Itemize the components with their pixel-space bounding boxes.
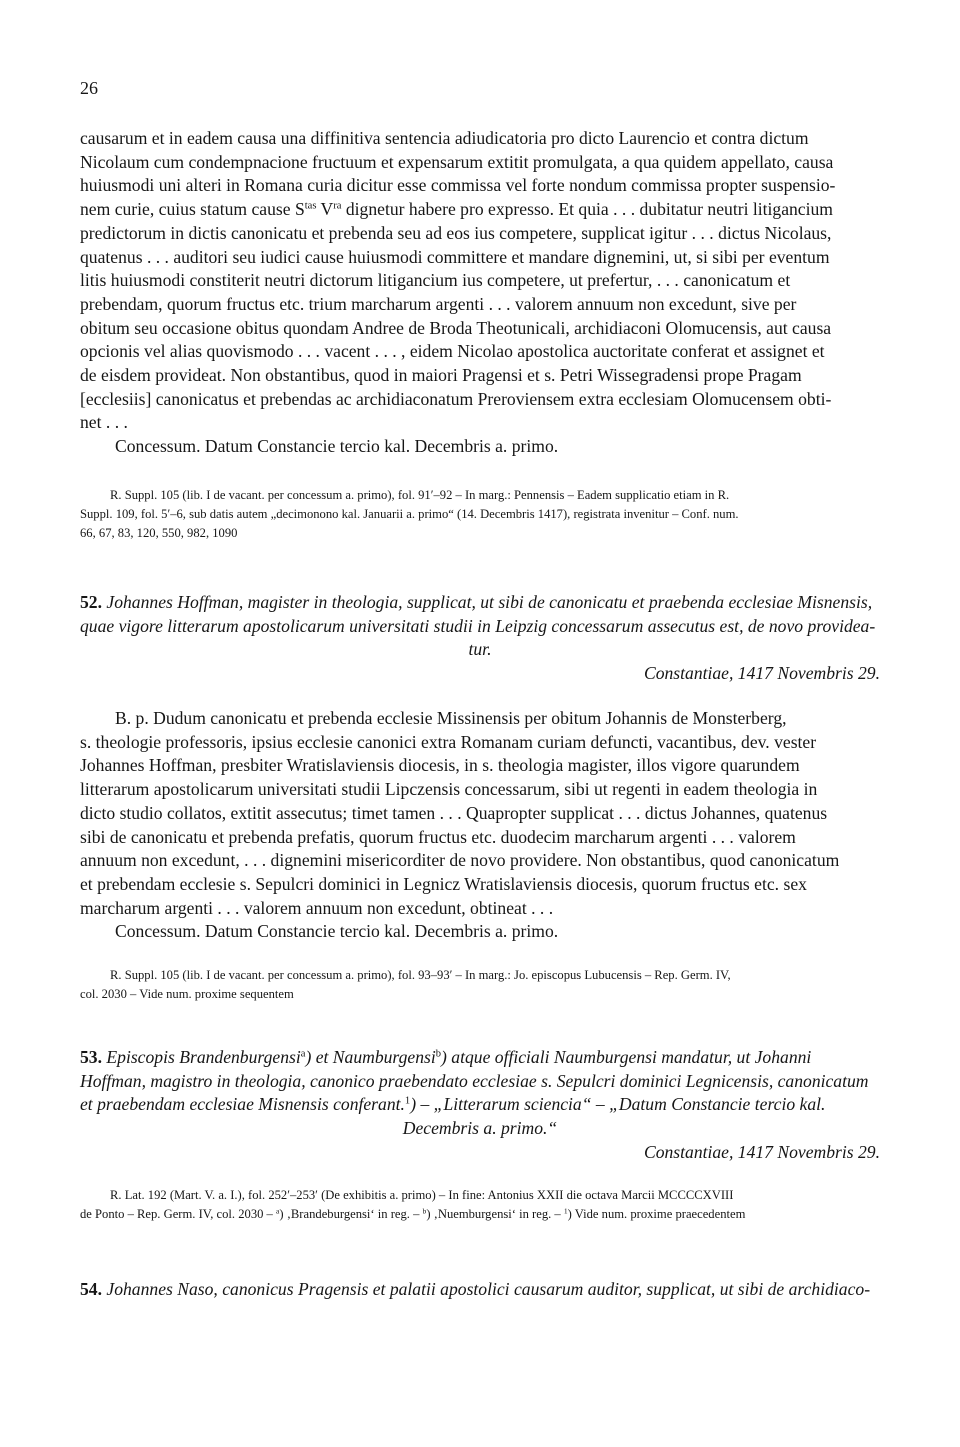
entry-date: Constantiae, 1417 Novembris 29. xyxy=(643,663,880,684)
text-line: de eisdem provideat. Non obstantibus, quod in maiori Pragensi et s. Petri Wissegradensi prope Pragam xyxy=(80,365,802,386)
heading-line: 53. Episcopis Brandenburgensi$^a$) et Naumburgensi$^b$) atque officiali Naumburgensi mandatur, ut Johanni xyxy=(80,1047,812,1067)
archival-note-1 xyxy=(80,486,880,543)
text-line: B. p. Dudum canonicatu et prebenda ecclesie Missinensis per obitum Johannis de Monsterberg, xyxy=(115,708,787,728)
text-line: et prebendam ecclesie s. Sepulcri dominici in Legnicz Wratislaviensis diocesis, quorum fructus etc. sex xyxy=(80,873,807,894)
text-line: Johannes Hoffman, presbiter Wratislaviensis diocesis, in s. theologia magister, illos vigore quarundem xyxy=(80,755,800,776)
text-line: huiusmodi uni alteri in Romana curia dicitur esse commissa vel forte nondum commissa propter suspensio- xyxy=(80,175,836,196)
heading-line: Decembris a. primo.“ xyxy=(402,1118,558,1139)
page-number: 26 xyxy=(80,78,98,98)
text-line: [ecclesiis] canonicatus et prebendas ac archidiaconatum Preroviensem extra ecclesiam Olomucensem obti- xyxy=(80,388,832,409)
text-line: quatenus . . . auditori seu iudici cause huiusmodi committere et mandare dignemini, ut, si sibi per eventum xyxy=(80,246,830,267)
text-line: net . . . xyxy=(80,412,128,433)
entry-54-heading xyxy=(80,1278,880,1302)
entry-number: 52. xyxy=(80,592,102,612)
entry-number: 54. xyxy=(80,1279,102,1299)
note-line: Suppl. 109, fol. 5′–6, sub datis autem „decimonono kal. Januarii a. primo“ (14. Decembris 1417), registrata invenitur – Conf. num. xyxy=(80,507,739,521)
note-line: col. 2030 – Vide num. proxime sequentem xyxy=(80,987,294,1001)
entry-52-heading xyxy=(80,591,880,686)
note-line: de Ponto – Rep. Germ. IV, col. 2030 – $^a$) ‚Brandeburgensi‘ in reg. – $^b$) ‚Nuemburgensi‘ in reg. – $^1$) Vide num. proxime praecedentem xyxy=(80,1206,746,1221)
text-line: Nicolaum cum condempnacione fructuum et expensarum extitit promulgata, a qua quidem appellato, causa xyxy=(80,151,834,172)
heading-line: 54. Johannes Naso, canonicus Pragensis et palatii apostolici causarum auditor, supplicat, ut sibi de archidiaco- xyxy=(80,1279,871,1299)
text-line: nem curie, cuius statum cause $S^{tas}$ $V^{ra}$ dignetur habere pro expresso. Et quia . . . dubitatur neutri litigancium xyxy=(80,199,833,220)
heading-line: quae vigore litterarum apostolicarum universitati studii in Leipzig concessarum assecutus est, de novo providea- xyxy=(80,615,876,636)
text-line: predictorum in dictis canonicatu et prebenda seu ad eos ius competere, supplicat igitur . . . dictus Nicolaus, xyxy=(80,222,832,243)
text-line: annuum non excedunt, . . . dignemini misericorditer de novo providere. Non obstantibus, quod canonicatum xyxy=(80,850,840,871)
note-line: R. Suppl. 105 (lib. I de vacant. per concessum a. primo), fol. 91′–92 – In marg.: Pennensis – Eadem supplicatio etiam in R. xyxy=(110,488,730,502)
text-line: causarum et in eadem causa una diffinitiva sentencia adiudicatoria pro dicto Laurencio et contra dictum xyxy=(80,128,809,148)
text-line: prebendam, quorum fructus etc. trium marcharum argenti . . . valorem annuum non excedunt, sive per xyxy=(80,293,797,314)
text-line: obitum seu occasione obitus quondam Andree de Broda Theotunicali, archidiaconi Olomucensis, aut causa xyxy=(80,317,832,338)
entry-date: Constantiae, 1417 Novembris 29. xyxy=(643,1141,880,1162)
text-line: litterarum apostolicarum universitati studii Lipczensis concessarum, sibi ut regenti in eadem theologia in xyxy=(80,779,818,800)
entry-52-note xyxy=(80,966,880,1004)
text-line: litis huiusmodi constiterit neutri dictorum litigancium ius competere, ut prefertur, . . . canonicatum et xyxy=(80,270,791,291)
text-line: opcionis vel alias quovismodo . . . vacent . . . , eidem Nicolao apostolica auctoritate conferat et assignet et xyxy=(80,341,825,362)
text-line: dicto studio collatos, extitit assecutus; timet tamen . . . Quapropter supplicat . . . dictus Johannes, quatenus xyxy=(80,802,828,823)
concessum-line: Concessum. Datum Constancie tercio kal. Decembris a. primo. xyxy=(115,436,559,457)
heading-line: 52. Johannes Hoffman, magister in theologia, supplicat, ut sibi de canonicatu et praebenda ecclesiae Misnensis, xyxy=(80,592,873,612)
heading-line: Hoffman, magistro in theologia, canonico praebendato ecclesiae s. Sepulcri dominici Legnicensis, canonicatum xyxy=(80,1070,869,1091)
concessum-line: Concessum. Datum Constancie tercio kal. Decembris a. primo. xyxy=(115,921,559,942)
entry-53-heading xyxy=(80,1046,880,1165)
text-line: sibi de canonicatu et prebenda prefatis, quorum fructus etc. duodecim marcharum argenti . . . valorem xyxy=(80,826,796,847)
entry-52-body xyxy=(80,707,880,944)
entry-number: 53. xyxy=(80,1047,102,1067)
text-block-continuation xyxy=(80,127,880,459)
entry-53-note xyxy=(80,1186,880,1224)
text-line: marcharum argenti . . . valorem annuum non excedunt, obtineat . . . xyxy=(80,897,554,918)
heading-line: tur. xyxy=(468,639,492,660)
heading-line: et praebendam ecclesiae Misnensis conferant.$^1$) – „Litterarum sciencia“ – „Datum Constancie tercio kal. xyxy=(80,1094,826,1115)
note-line: R. Lat. 192 (Mart. V. a. I.), fol. 252′–253′ (De exhibitis a. primo) – In fine: Antonius XXII die octava Marcii MCCCCXVIII xyxy=(110,1188,734,1202)
note-line: 66, 67, 83, 120, 550, 982, 1090 xyxy=(80,526,238,540)
text-line: s. theologie professoris, ipsius ecclesie canonici extra Romanam curiam defuncti, vacantibus, dev. vester xyxy=(80,731,817,752)
note-line: R. Suppl. 105 (lib. I de vacant. per concessum a. primo), fol. 93–93′ – In marg.: Jo. episcopus Lubucensis – Rep. Germ. IV, xyxy=(110,968,731,982)
